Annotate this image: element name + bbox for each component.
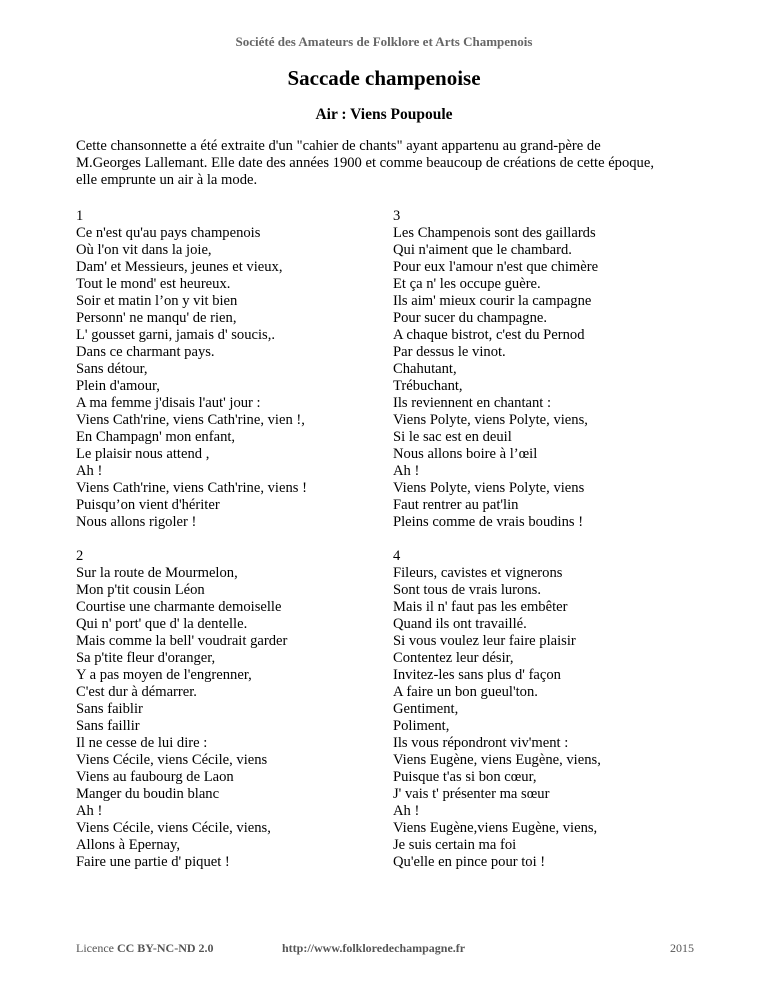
verse-line: Les Champenois sont des gaillards bbox=[393, 225, 596, 241]
society-header: Société des Amateurs de Folklore et Arts Champenois bbox=[235, 34, 533, 49]
verse-line: Quand ils ont travaillé. bbox=[393, 616, 527, 632]
song-title: Saccade champenoise bbox=[287, 66, 481, 90]
verse-line: A ma femme j'disais l'aut' jour : bbox=[76, 395, 261, 411]
verse-line: Soir et matin l’on y vit bien bbox=[76, 293, 238, 309]
verse-line: A faire un bon gueul'ton. bbox=[393, 684, 538, 700]
verse-line: Ce n'est qu'au pays champenois bbox=[76, 225, 261, 241]
verse-line: Manger du boudin blanc bbox=[76, 786, 220, 802]
verse-4 bbox=[393, 548, 713, 871]
website-link[interactable]: http://www.folkloredechampagne.fr bbox=[282, 941, 466, 955]
verse-line: Invitez-les sans plus d' façon bbox=[393, 667, 561, 683]
verse-line: Ah ! bbox=[76, 803, 103, 819]
verse-3 bbox=[393, 208, 713, 531]
verse-line: Ils vous répondront viv'ment : bbox=[393, 735, 569, 751]
verse-line: Mais il n' faut pas les embêter bbox=[393, 599, 568, 615]
verse-line: Nous allons rigoler ! bbox=[76, 514, 197, 530]
year: 2015 bbox=[670, 941, 694, 955]
verse-line: Viens au faubourg de Laon bbox=[76, 769, 234, 785]
verse-line: Ils reviennent en chantant : bbox=[393, 395, 552, 411]
verse-line: Sans détour, bbox=[76, 361, 148, 377]
verse-line: Ah ! bbox=[393, 463, 420, 479]
verse-line: L' gousset garni, jamais d' soucis,. bbox=[76, 327, 276, 343]
verse-line: Par dessus le vinot. bbox=[393, 344, 506, 360]
verse-line: A chaque bistrot, c'est du Pernod bbox=[393, 327, 585, 343]
verse-line: Gentiment, bbox=[393, 701, 459, 717]
verse-line: Nous allons boire à l’œil bbox=[393, 446, 538, 462]
verse-line: Faire une partie d' piquet ! bbox=[76, 854, 230, 870]
verse-line: Viens Eugène,viens Eugène, viens, bbox=[393, 820, 598, 836]
song-air: Air : Viens Poupoule bbox=[315, 106, 453, 123]
verse-line: Ah ! bbox=[76, 463, 103, 479]
verse-line: Mais comme la bell' voudrait garder bbox=[76, 633, 288, 649]
intro-line: elle emprunte un air à la mode. bbox=[76, 172, 258, 188]
verse-line: Faut rentrer au pat'lin bbox=[393, 497, 519, 513]
verse-line: Fileurs, cavistes et vignerons bbox=[393, 565, 563, 581]
verse-line: Je suis certain ma foi bbox=[393, 837, 517, 853]
verse-2 bbox=[76, 548, 396, 871]
verse-line: Sur la route de Mourmelon, bbox=[76, 565, 238, 581]
verse-line: Viens Cath'rine, viens Cath'rine, viens ! bbox=[76, 480, 307, 496]
license-prefix: Licence bbox=[76, 941, 114, 955]
verse-line: Viens Polyte, viens Polyte, viens, bbox=[393, 412, 588, 428]
verse-line: Ils aim' mieux courir la campagne bbox=[393, 293, 592, 309]
verse-line: Sans faiblir bbox=[76, 701, 143, 717]
verse-line: Courtise une charmante demoiselle bbox=[76, 599, 282, 615]
verse-line: Sa p'tite fleur d'oranger, bbox=[76, 650, 216, 666]
verse-line: Qu'elle en pince pour toi ! bbox=[393, 854, 546, 870]
verse-line: Sont tous de vrais lurons. bbox=[393, 582, 541, 598]
intro-line: Cette chansonnette a été extraite d'un "cahier de chants" ayant appartenu au grand-père de bbox=[76, 138, 601, 154]
verse-line: Contentez leur désir, bbox=[393, 650, 514, 666]
intro-line: M.Georges Lallemant. Elle date des années 1900 et comme beaucoup de créations de cette époque, bbox=[76, 155, 654, 171]
verse-line: Pleins comme de vrais boudins ! bbox=[393, 514, 584, 530]
license-name[interactable]: CC BY-NC-ND 2.0 bbox=[116, 941, 214, 955]
verse-line: Viens Eugène, viens Eugène, viens, bbox=[393, 752, 601, 768]
verse-line: Où l'on vit dans la joie, bbox=[76, 242, 212, 258]
verse-line: Dam' et Messieurs, jeunes et vieux, bbox=[76, 259, 283, 275]
verse-line: C'est dur à démarrer. bbox=[76, 684, 197, 700]
verse-line: Viens Cécile, viens Cécile, viens bbox=[76, 752, 268, 768]
verse-line: Le plaisir nous attend , bbox=[76, 446, 210, 462]
verse-number: 1 bbox=[76, 208, 84, 224]
verse-line: Qui n' port' que d' la dentelle. bbox=[76, 616, 248, 632]
verse-line: Sans faillir bbox=[76, 718, 140, 734]
verse-line: Pour sucer du champagne. bbox=[393, 310, 547, 326]
verse-line: Tout le mond' est heureux. bbox=[76, 276, 231, 292]
verse-line: Puisque t'as si bon cœur, bbox=[393, 769, 537, 785]
verse-line: Plein d'amour, bbox=[76, 378, 160, 394]
verse-line: Poliment, bbox=[393, 718, 450, 734]
intro-paragraph bbox=[76, 138, 706, 189]
verse-line: Viens Cath'rine, viens Cath'rine, vien !, bbox=[76, 412, 305, 428]
verse-line: Si vous voulez leur faire plaisir bbox=[393, 633, 576, 649]
verse-line: Ah ! bbox=[393, 803, 420, 819]
verse-number: 4 bbox=[393, 548, 401, 564]
verse-line: Pour eux l'amour n'est que chimère bbox=[393, 259, 599, 275]
verse-line: Trébuchant, bbox=[393, 378, 463, 394]
verse-line: J' vais t' présenter ma sœur bbox=[393, 786, 550, 802]
verse-line: Et ça n' les occupe guère. bbox=[393, 276, 541, 292]
verse-line: Il ne cesse de lui dire : bbox=[76, 735, 208, 751]
verse-line: En Champagn' mon enfant, bbox=[76, 429, 236, 445]
verse-line: Viens Cécile, viens Cécile, viens, bbox=[76, 820, 271, 836]
verse-line: Allons à Epernay, bbox=[76, 837, 181, 853]
verse-line: Personn' ne manqu' de rien, bbox=[76, 310, 237, 326]
verse-1 bbox=[76, 208, 396, 531]
verse-number: 2 bbox=[76, 548, 84, 564]
verse-line: Puisqu’on vient d'hériter bbox=[76, 497, 220, 513]
verse-number: 3 bbox=[393, 208, 401, 224]
verse-line: Y a pas moyen de l'engrenner, bbox=[76, 667, 252, 683]
verse-line: Chahutant, bbox=[393, 361, 457, 377]
verse-line: Qui n'aiment que le chambard. bbox=[393, 242, 572, 258]
verse-line: Si le sac est en deuil bbox=[393, 429, 512, 445]
verse-line: Viens Polyte, viens Polyte, viens bbox=[393, 480, 585, 496]
license-notice bbox=[76, 941, 214, 956]
verse-line: Dans ce charmant pays. bbox=[76, 344, 215, 360]
verse-line: Mon p'tit cousin Léon bbox=[76, 582, 205, 598]
